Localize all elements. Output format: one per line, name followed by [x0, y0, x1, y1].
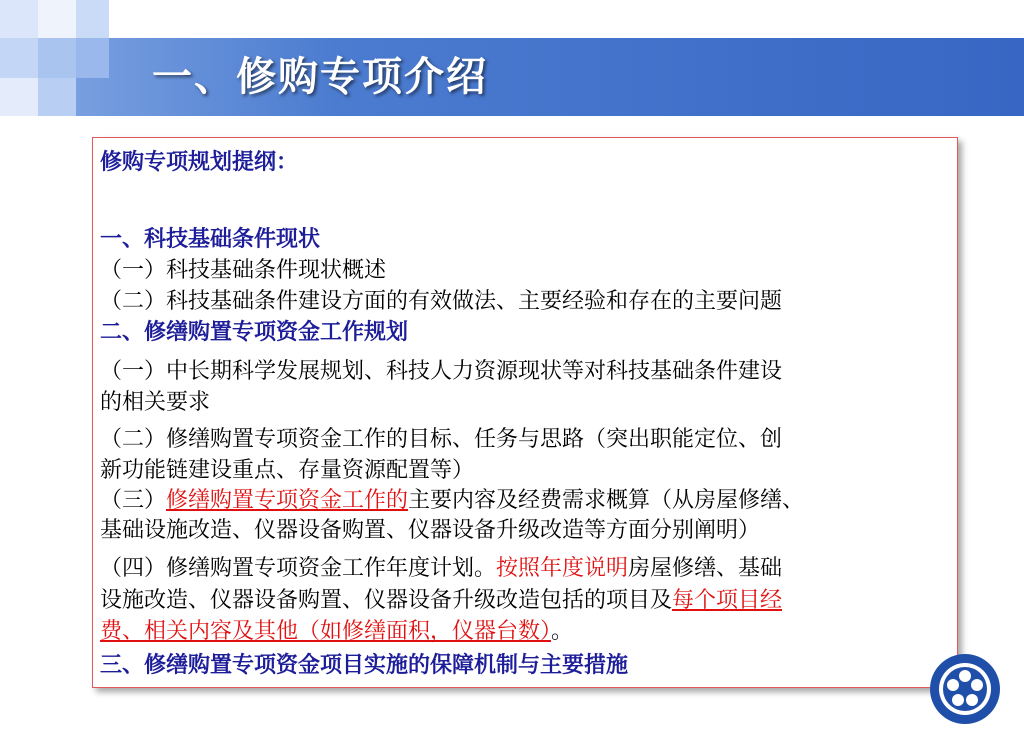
deco-square — [38, 38, 76, 78]
deco-square — [0, 78, 38, 116]
section-2-item-2-line-1: （二）修缮购置专项资金工作的目标、任务与思路（突出职能定位、创 — [100, 427, 783, 452]
section-1-item-2: （二）科技基础条件建设方面的有效做法、主要经验和存在的主要问题 — [100, 289, 783, 314]
section-2-title: 二、修缮购置专项资金工作规划 — [100, 319, 409, 345]
item-3-highlight: 修缮购置专项资金工作的 — [166, 488, 409, 513]
slide-title: 一、修购专项介绍 — [152, 54, 488, 100]
section-3-title: 三、修缮购置专项资金项目实施的保障机制与主要措施 — [100, 652, 629, 678]
section-1-item-1: （一）科技基础条件现状概述 — [100, 258, 387, 283]
deco-square — [38, 0, 76, 38]
item-4-rest: 房屋修缮、基础 — [628, 556, 783, 581]
section-2-item-4-line-1 — [100, 554, 782, 583]
item-4-highlight: 按照年度说明 — [496, 556, 629, 581]
section-2-item-3-line-2: 基础设施改造、仪器设备购置、仪器设备升级改造等方面分别阐明） — [100, 518, 761, 543]
outline-heading: 修购专项规划提纲： — [100, 149, 299, 175]
section-2-item-2-line-2: 新功能链建设重点、存量资源配置等） — [100, 458, 475, 483]
item-3-rest: 主要内容及经费需求概算（从房屋修缮、 — [408, 488, 805, 513]
section-2-item-4-line-3 — [100, 617, 573, 646]
item-4-prefix: （四）修缮购置专项资金工作年度计划。 — [100, 556, 497, 581]
academy-emblem-icon — [928, 652, 1002, 726]
deco-square — [0, 38, 38, 78]
item-4-line-3-highlight: 费、相关内容及其他（如修缮面积，仪器台数） — [100, 619, 552, 644]
item-3-prefix: （三） — [100, 488, 167, 513]
item-4-line-2-text: 设施改造、仪器设备购置、仪器设备升级改造包括的项目及 — [100, 588, 673, 613]
deco-square — [76, 38, 109, 78]
section-2-item-3-line-1 — [100, 486, 804, 515]
item-4-line-2-highlight: 每个项目经 — [672, 588, 783, 613]
section-1-title: 一、科技基础条件现状 — [100, 226, 321, 252]
section-2-item-1-line-2: 的相关要求 — [100, 390, 211, 415]
deco-square — [38, 78, 76, 116]
deco-square — [0, 0, 38, 38]
section-2-item-1-line-1: （一）中长期科学发展规划、科技人力资源现状等对科技基础条件建设 — [100, 359, 783, 384]
section-2-item-4-line-2 — [100, 586, 782, 615]
item-4-line-3-end: 。 — [551, 619, 574, 644]
deco-square — [76, 0, 109, 38]
